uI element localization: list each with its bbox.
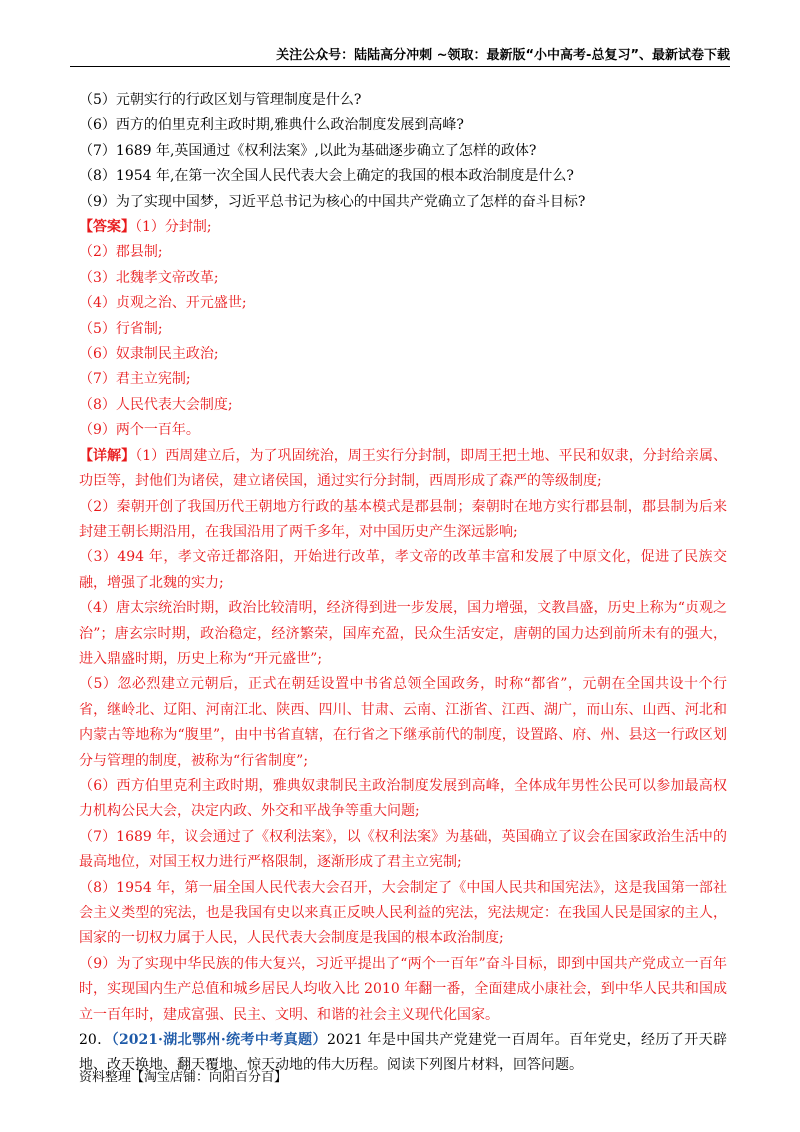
answer-item: （2）郡县制; bbox=[79, 244, 163, 261]
detail-text: （1）西周建立后，为了巩固统治，周王实行分封制，即周王把土地、平民和奴隶，分封给亲属、功臣等，封他们为诸侯，建立诸侯国，通过实行分封制，西周形成了森严的等级制度; bbox=[79, 447, 728, 490]
detail-paragraph: （8）1954 年，第一届全国人民代表大会召开，大会制定了《中国人民共和国宪法》，这是我国第一部社会主义类型的宪法，也是我国有史以来真正反映人民利益的宪法，宪法规定：在我国人民是国家的主人，国家的一切权力属于人民，人民代表大会制度是我国的根本政治制度; bbox=[79, 879, 727, 947]
question-6: （6）西方的伯里克利主政时期,雅典什么政治制度发展到高峰? bbox=[79, 117, 464, 134]
detail-paragraph: （6）西方伯里克利主政时期，雅典奴隶制民主政治制度发展到高峰，全体成年男性公民可以参加最高权力机构公民大会，决定内政、外交和平战争等重大问题; bbox=[79, 777, 727, 820]
answer-item: （5）行省制; bbox=[79, 320, 163, 337]
answer-section bbox=[79, 215, 727, 444]
detail-paragraph: （2）秦朝开创了我国历代王朝地方行政的基本模式是郡县制；秦朝时在地方实行郡县制，郡县制为后来封建王朝长期沿用，在我国沿用了两千多年，对中国历史产生深远影响; bbox=[79, 498, 727, 540]
detail-paragraph: （7）1689 年，议会通过了《权利法案》，以《权利法案》为基础，英国确立了议会在国家政治生活中的最高地位，对国王权力进行严格限制，逐渐形成了君主立宪制; bbox=[79, 828, 727, 871]
answer-item: （1）分封制; bbox=[135, 219, 212, 236]
page-footer bbox=[79, 1066, 287, 1085]
detail-paragraph: （9）为了实现中华民族的伟大复兴，习近平提出了“两个一百年”奋斗目标，即到中国共产党成立一百年时，实现国内生产总值和城乡居民人均收入比 2010 年翻一番，全面建成小康社会，到中华人民共和国成立一百年时，建成富强、民主、文明、和谐的社会主义现代化国家。 bbox=[79, 955, 727, 1023]
detail-tag: 【详解】 bbox=[79, 447, 136, 464]
page-header bbox=[70, 40, 730, 67]
detail-paragraph: （5）忽必烈建立元朝后，正式在朝廷设置中书省总领全国政务，时称“都省”，元朝在全国共设十个行省，继岭北、辽阳、河南江北、陕西、四川、甘肃、云南、江浙省、江西、湖广，而山东、山西、河北和内蒙古等地称为“腹里”，由中书省直辖，在行省之下继承前代的制度，设置路、府、州、县这一行政区划分与管理的制度，被称为“行省制度”; bbox=[79, 676, 727, 769]
answer-item: （3）北魏孝文帝改革; bbox=[79, 269, 219, 286]
document-body bbox=[79, 88, 727, 1079]
answer-item: （4）贞观之治、开元盛世; bbox=[79, 295, 247, 312]
detail-section bbox=[79, 444, 727, 1028]
question-text: 2021 年是中国共产党建党一百周年。百年党史，经历了开天辟地、改天换地、翻天覆地、惊天动地的伟大历程。阅读下列图片材料，回答问题。 bbox=[79, 1032, 727, 1074]
detail-paragraph: （4）唐太宗统治时期，政治比较清明，经济得到进一步发展，国力增强，文教昌盛，历史上称为“贞观之治”；唐玄宗时期，政治稳定，经济繁荣，国库充盈，民众生活安定，唐朝的国力达到前所未有的强大，进入鼎盛时期，历史上称为“开元盛世”; bbox=[79, 600, 727, 667]
answer-item: （8）人民代表大会制度; bbox=[79, 396, 233, 413]
question-8: （8）1954 年,在第一次全国人民代表大会上确定的我国的根本政治制度是什么? bbox=[79, 168, 574, 185]
answer-tag: 【答案】 bbox=[79, 219, 135, 236]
question-number: 20． bbox=[79, 1032, 112, 1049]
answer-item: （9）两个一百年。 bbox=[79, 422, 200, 439]
detail-paragraph bbox=[79, 444, 727, 495]
question-5: （5）元朝实行的行政区划与管理制度是什么? bbox=[79, 92, 362, 108]
answer-line-1 bbox=[79, 215, 727, 240]
question-source: （2021·湖北鄂州·统考中考真题） bbox=[111, 1032, 327, 1049]
question-7: （7）1689 年,英国通过《权利法案》,以此为基础逐步确立了怎样的政体? bbox=[79, 142, 537, 159]
header-text: 关注公众号：陆陆高分冲刺 ~领取：最新版“小中高考-总复习”、最新试卷下载 bbox=[276, 48, 730, 63]
detail-paragraph: （3）494 年，孝文帝迁都洛阳，开始进行改革，孝文帝的改革丰富和发展了中原文化，促进了民族交融，增强了北魏的实力; bbox=[79, 549, 727, 591]
question-list bbox=[79, 88, 727, 215]
question-9: （9）为了实现中国梦，习近平总书记为核心的中国共产党确立了怎样的奋斗目标? bbox=[79, 193, 586, 210]
footer-text: 资料整理【淘宝店铺：向阳百分百】 bbox=[79, 1070, 288, 1085]
answer-item: （7）君主立宪制; bbox=[79, 371, 191, 388]
answer-item: （6）奴隶制民主政治; bbox=[79, 346, 219, 363]
